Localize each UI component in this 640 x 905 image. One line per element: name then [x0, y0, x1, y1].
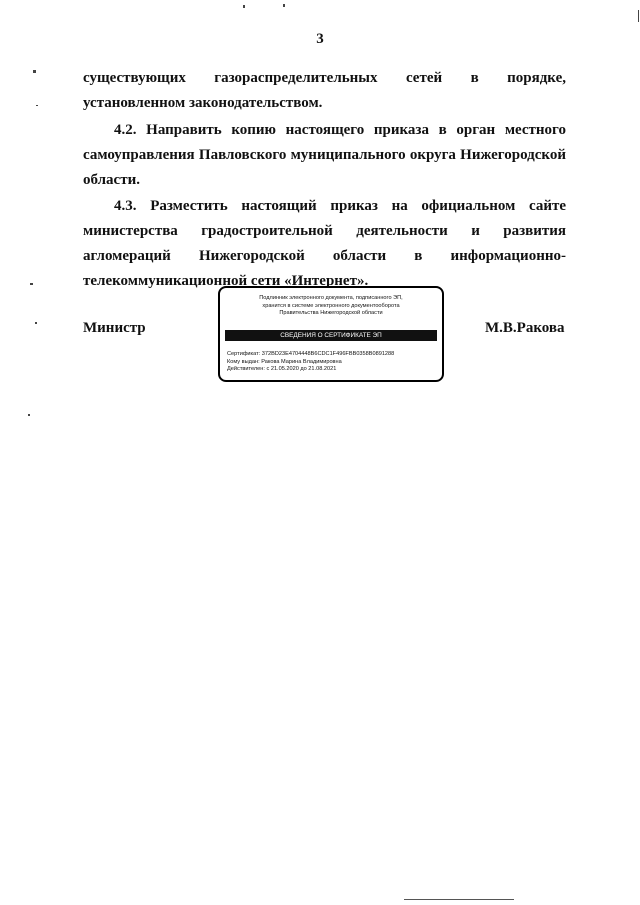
stamp-notice-line-3: Правительства Нижегородской области — [279, 310, 383, 316]
stamp-certificate-info — [227, 351, 437, 374]
scan-speck — [33, 70, 36, 73]
scan-speck — [28, 414, 30, 416]
paragraph-4-2 — [83, 118, 566, 193]
paragraph-1-text: существующих газораспределительных сетей в порядке, установленном законодательством. — [83, 70, 566, 111]
scan-speck — [638, 10, 639, 22]
scan-line — [404, 899, 514, 900]
scan-speck — [30, 283, 33, 285]
scan-speck — [35, 322, 37, 324]
scan-speck — [243, 5, 245, 8]
stamp-header: СВЕДЕНИЯ О СЕРТИФИКАТЕ ЭП — [225, 330, 437, 341]
paragraph-4-3 — [83, 194, 566, 294]
stamp-notice — [224, 295, 438, 318]
paragraph-2-text: 4.2. Направить копию настоящего приказа в орган местного самоуправления Павловского муниципального округа Нижегородской области. — [83, 122, 566, 188]
stamp-notice-line-1: Подлинник электронного документа, подписанного ЭП, — [259, 295, 403, 301]
stamp-issued-to: Кому выдан: Ракова Марина Владимировна — [227, 358, 342, 365]
stamp-validity: Действителен: с 21.05.2020 до 21.08.2021 — [227, 366, 337, 372]
stamp-certificate: Сертификат: 372BD23E4704448B6CDC1F496FBB0358B0891288 — [227, 351, 395, 357]
signatory-title: Министр — [83, 320, 146, 336]
scan-speck — [36, 105, 38, 106]
paragraph-3-text: 4.3. Разместить настоящий приказ на официальном сайте министерства градостроительной деятельности и развития агломераций Нижегородской области в информационно-телекоммуникационной сети «Интернет». — [83, 198, 566, 289]
page-number: 3 — [316, 31, 324, 47]
stamp-notice-line-2: хранится в системе электронного документооборота — [262, 302, 400, 309]
electronic-signature-stamp — [218, 286, 444, 382]
scan-speck — [283, 4, 285, 7]
paragraph-continuation — [83, 66, 566, 116]
signatory-name: М.В.Ракова — [485, 320, 565, 336]
